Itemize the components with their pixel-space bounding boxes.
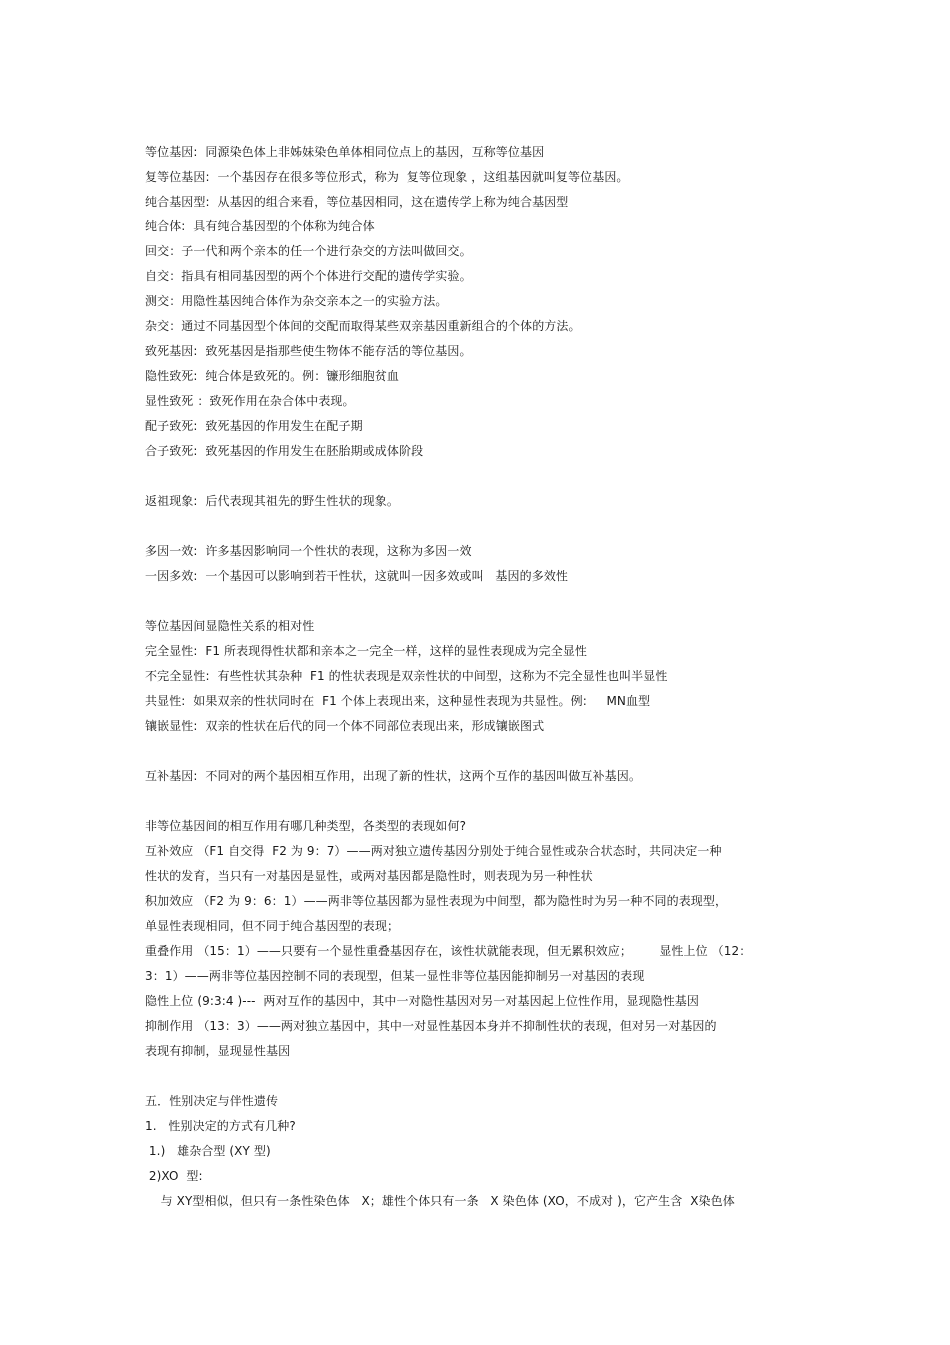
def-atavism: 返祖现象: 后代表现其祖先的野生性状的现象。 — [145, 494, 399, 508]
def-complementary-genes: 互补基因: 不同对的两个基因相互作用，出现了新的性状，这两个互作的基因叫做互补基因。 — [145, 769, 641, 783]
para-complementary-effect-1: 互补效应 （F1 自交得 F2 为 9：7）——两对独立遗传基因分别处于纯合显性或杂合状态时，共同决定一种 — [145, 844, 722, 858]
para-inhibiting-effect-2: 表现有抑制，显现显性基因 — [145, 1044, 291, 1058]
para-duplicate-effect: 重叠作用 （15：1）——只要有一个显性重叠基因存在，该性状就能表现，但无累积效应； 显性上位 （12： — [145, 944, 752, 958]
para-dominant-epistasis: 3：1）——两非等位基因控制不同的表现型，但某一显性非等位基因能抑制另一对基因的表现 — [145, 969, 645, 983]
list-item-xo-type: 2)XO 型: — [145, 1169, 203, 1183]
list-item-xy-type: 1.) 雄杂合型 (XY 型) — [145, 1144, 271, 1158]
para-additive-effect-1: 积加效应 （F2 为 9：6：1）——两非等位基因都为显性表现为中间型，都为隐性时为另一种不同的表现型， — [145, 894, 728, 908]
question-sex-determination: 1. 性别决定的方式有几种? — [145, 1119, 296, 1133]
def-incomplete-dominance: 不完全显性: 有些性状其杂种 F1 的性状表现是双亲性状的中间型，这称为不完全显性也叫半显性 — [145, 669, 668, 683]
para-additive-effect-2: 单显性表现相同，但不同于纯合基因型的表现； — [145, 919, 400, 933]
def-selfing: 自交：指具有相同基因型的两个个体进行交配的遗传学实验。 — [145, 269, 472, 283]
def-recessive-lethal: 隐性致死: 纯合体是致死的。例：镰形细胞贫血 — [145, 369, 399, 383]
def-codominance: 共显性: 如果双亲的性状同时在 F1 个体上表现出来，这种显性表现为共显性。例: MN血型 — [145, 694, 651, 708]
def-polygeny: 多因一效: 许多基因影响同一个性状的表现，这称为多因一效 — [145, 544, 472, 558]
para-recessive-epistasis: 隐性上位 (9:3:4 )--- 两对互作的基因中，其中一对隐性基因对另一对基因起上位性作用，显现隐性基因 — [145, 994, 700, 1008]
section-heading-dominance: 等位基因间显隐性关系的相对性 — [145, 619, 315, 633]
def-hybridization: 杂交：通过不同基因型个体间的交配而取得某些双亲基因重新组合的个体的方法。 — [145, 319, 581, 333]
def-pleiotropy: 一因多效: 一个基因可以影响到若干性状，这就叫一因多效或叫 基因的多效性 — [145, 569, 569, 583]
def-testcross: 测交：用隐性基因纯合体作为杂交亲本之一的实验方法。 — [145, 294, 448, 308]
def-lethal-gene: 致死基因: 致死基因是指那些使生物体不能存活的等位基因。 — [145, 344, 472, 358]
question-gene-interaction: 非等位基因间的相互作用有哪几种类型，各类型的表现如何? — [145, 819, 467, 833]
def-backcross: 回交：子一代和两个亲本的任一个进行杂交的方法叫做回交。 — [145, 244, 472, 258]
para-inhibiting-effect-1: 抑制作用 （13：3）——两对独立基因中，其中一对显性基因本身并不抑制性状的表现，但对另一对基因的 — [145, 1019, 717, 1033]
def-multiple-alleles: 复等位基因: 一个基因存在很多等位形式，称为 复等位现象 ，这组基因就叫复等位基因。 — [145, 170, 629, 184]
def-mosaic-dominance: 镶嵌显性: 双亲的性状在后代的同一个体不同部位表现出来，形成镶嵌图式 — [145, 719, 545, 733]
def-gametic-lethal: 配子致死: 致死基因的作用发生在配子期 — [145, 419, 363, 433]
para-complementary-effect-2: 性状的发育，当只有一对基因是显性，或两对基因都是隐性时，则表现为另一种性状 — [145, 869, 593, 883]
def-allele: 等位基因: 同源染色体上非姊妹染色单体相同位点上的基因，互称等位基因 — [145, 145, 545, 159]
def-zygotic-lethal: 合子致死: 致死基因的作用发生在胚胎期或成体阶段 — [145, 444, 424, 458]
def-homozygous-genotype: 纯合基因型: 从基因的组合来看，等位基因相同，这在遗传学上称为纯合基因型 — [145, 195, 569, 209]
section-heading-sex-determination: 五．性别决定与伴性遗传 — [145, 1094, 279, 1108]
para-xo-description: 与 XY型相似，但只有一条性染色体 X；雄性个体只有一条 X 染色体 (XO，不成对 )，它产生含 X染色体 — [145, 1194, 735, 1208]
def-complete-dominance: 完全显性: F1 所表现得性状都和亲本之一完全一样，这样的显性表现成为完全显性 — [145, 644, 588, 658]
def-dominant-lethal: 显性致死 ：致死作用在杂合体中表现。 — [145, 394, 355, 408]
def-homozygote: 纯合体: 具有纯合基因型的个体称为纯合体 — [145, 219, 375, 233]
